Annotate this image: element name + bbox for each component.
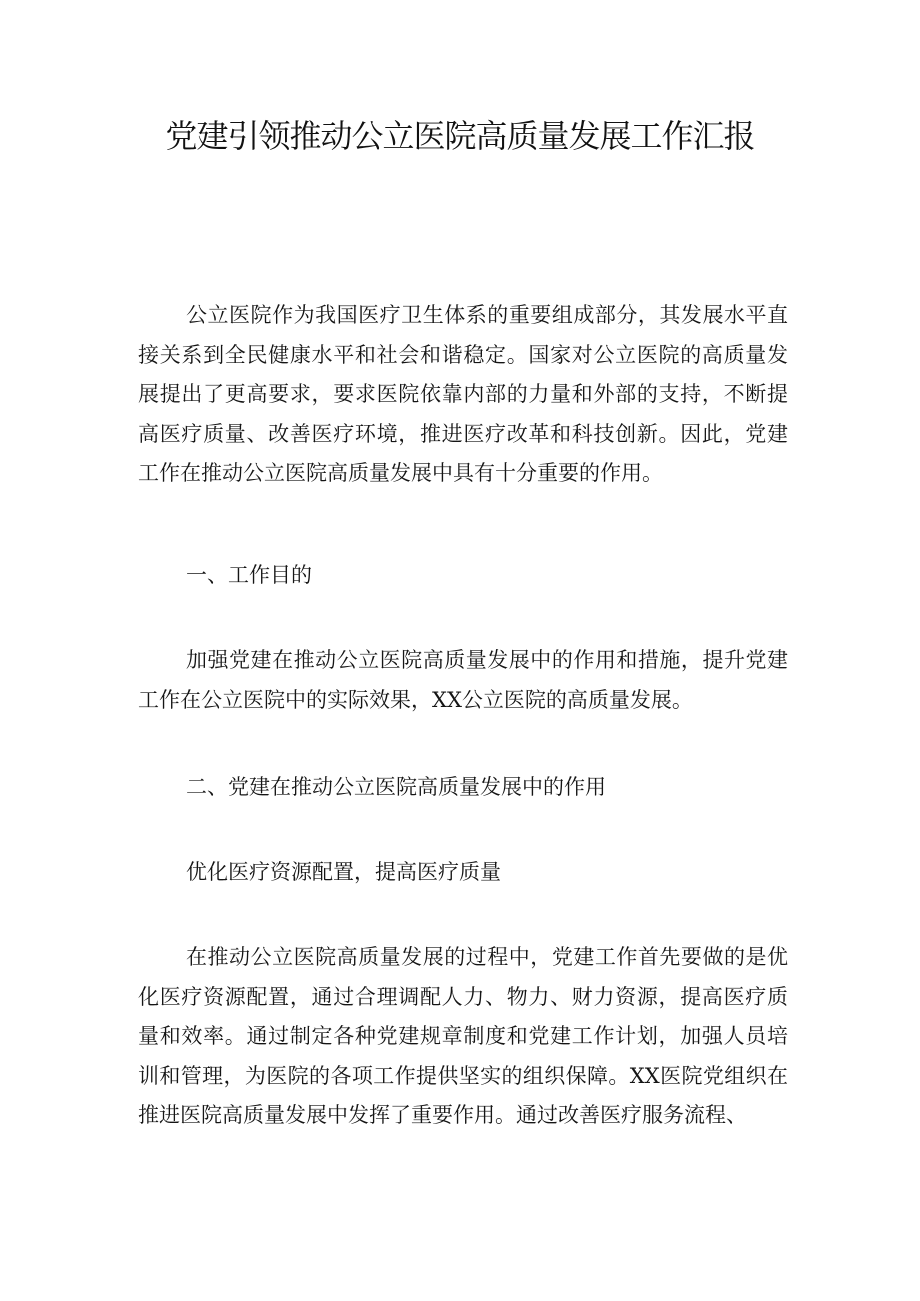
section-heading-role: 二、党建在推动公立医院高质量发展中的作用 [186, 775, 606, 799]
intro-paragraph: 公立医院作为我国医疗卫生体系的重要组成部分，其发展水平直接关系到全民健康水平和社会和谐稳定。国家对公立医院的高质量发展提出了更高要求，要求医院依靠内部的力量和外部的支持，不断提高医疗质量、改善医疗环境，推进医疗改革和科技创新。因此，党建工作在推动公立医院高质量发展中具有十分重要的作用。 [138, 303, 788, 485]
subsection-heading-resources: 优化医疗资源配置，提高医疗质量 [186, 860, 501, 884]
resources-paragraph: 在推动公立医院高质量发展的过程中，党建工作首先要做的是优化医疗资源配置，通过合理调配人力、物力、财力资源，提高医疗质量和效率。通过制定各种党建规章制度和党建工作计划，加强人员培训和管理，为医院的各项工作提供坚实的组织保障。XX医院党组织在推进医院高质量发展中发挥了重要作用。通过改善医疗服务流程、 [138, 945, 788, 1127]
purpose-paragraph: 加强党建在推动公立医院高质量发展中的作用和措施，提升党建工作在公立医院中的实际效果，XX公立医院的高质量发展。 [138, 648, 788, 712]
section-heading-purpose: 一、工作目的 [186, 563, 312, 587]
document-title: 党建引领推动公立医院高质量发展工作汇报 [165, 117, 755, 155]
